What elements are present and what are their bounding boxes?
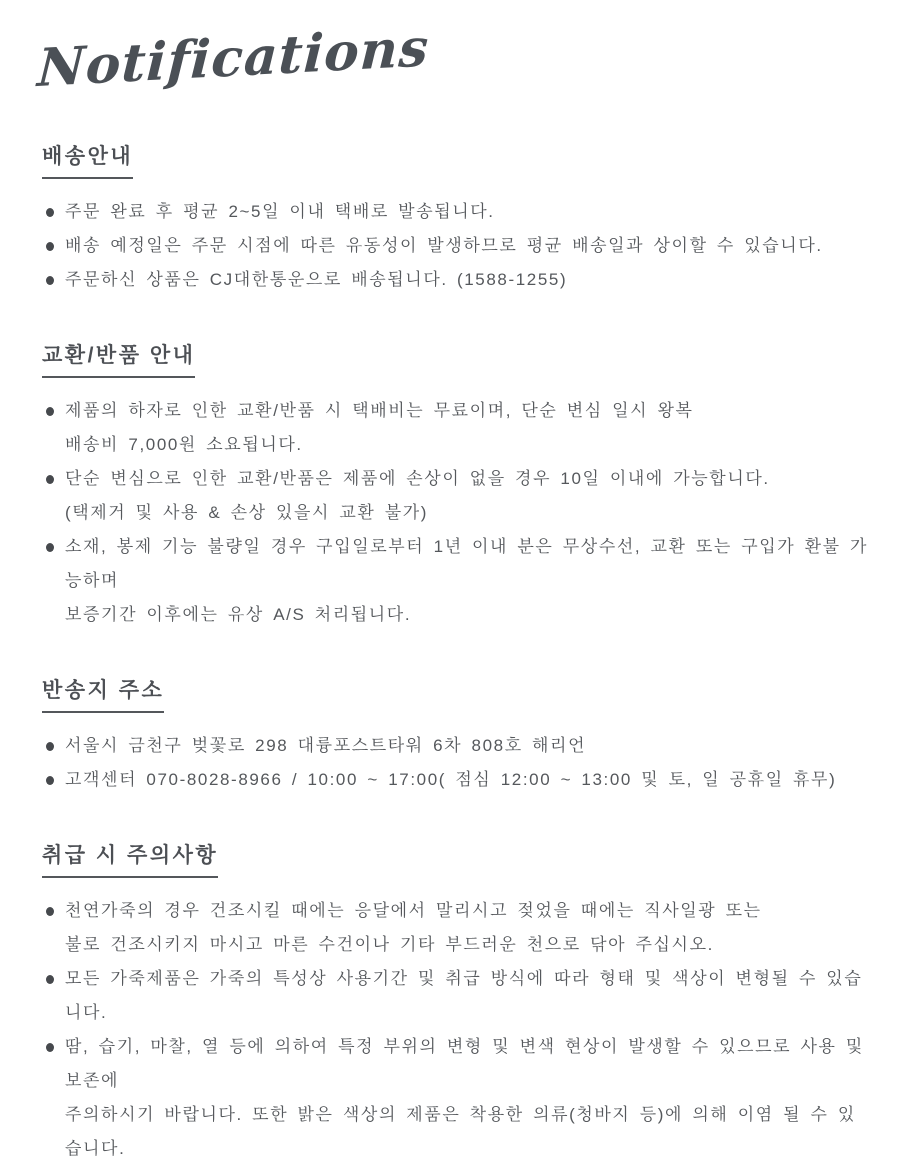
list-item-text	[65, 195, 495, 229]
bullet-icon	[46, 407, 54, 416]
list-item-text	[65, 1030, 872, 1166]
list-item	[46, 195, 872, 229]
list-item-text	[65, 763, 836, 797]
list-item	[46, 394, 872, 462]
section-heading-exchange-return: 교환/반품 안내	[42, 339, 195, 378]
notice-line: 주의하시기 바랍니다. 또한 밝은 색상의 제품은 착용한 의류(청바지 등)에 의해 이염 될 수 있습니다.	[65, 1105, 856, 1158]
list-item	[46, 1030, 872, 1166]
list-item-text	[65, 729, 586, 763]
notice-line: 보증기간 이후에는 유상 A/S 처리됩니다.	[65, 605, 412, 624]
bullet-icon	[46, 975, 54, 984]
notice-line: 주문 완료 후 평균 2~5일 이내 택배로 발송됩니다.	[65, 202, 495, 221]
section-exchange-return-info	[36, 339, 872, 632]
notice-line: 소재, 봉제 기능 불량일 경우 구입일로부터 1년 이내 분은 무상수선, 교환 또는 구입가 환불 가능하며	[65, 537, 869, 590]
notice-line: (택제거 및 사용 & 손상 있을시 교환 불가)	[65, 503, 429, 522]
bullet-icon	[46, 242, 54, 251]
list-item-text	[65, 462, 770, 530]
list-item	[46, 763, 872, 797]
list-item	[46, 263, 872, 297]
bullet-icon	[46, 1043, 54, 1052]
list-item	[46, 530, 872, 632]
section-handling-precautions	[36, 839, 872, 1166]
list-item	[46, 229, 872, 263]
notifications-script-logo: Notifications	[35, 17, 431, 100]
list-item-text	[65, 229, 823, 263]
list-item-text	[65, 263, 567, 297]
notice-line: 서울시 금천구 벚꽃로 298 대륭포스트타워 6차 808호 해리언	[65, 736, 587, 755]
section-heading-shipping: 배송안내	[42, 140, 133, 179]
notice-line: 주문하신 상품은 CJ대한통운으로 배송됩니다. (1588-1255)	[65, 270, 568, 289]
notice-line: 배송비 7,000원 소요됩니다.	[65, 435, 303, 454]
bullet-icon	[46, 742, 54, 751]
bullet-icon	[46, 543, 54, 552]
logo-wrap	[35, 17, 872, 122]
section-heading-return-address: 반송지 주소	[42, 674, 164, 713]
return-address-notice-list	[36, 729, 872, 797]
bullet-icon	[46, 276, 54, 285]
section-return-address	[36, 674, 872, 797]
notice-line: 땀, 습기, 마찰, 열 등에 의하여 특정 부위의 변형 및 변색 현상이 발생할 수 있으므로 사용 및 보존에	[65, 1037, 864, 1090]
notice-line: 배송 예정일은 주문 시점에 따른 유동성이 발생하므로 평균 배송일과 상이할 수 있습니다.	[65, 236, 823, 255]
bullet-icon	[46, 776, 54, 785]
list-item-text	[65, 394, 694, 462]
list-item-text	[65, 530, 872, 632]
exchange-return-notice-list	[36, 394, 872, 632]
bullet-icon	[46, 907, 54, 916]
notice-line: 불로 건조시키지 마시고 마른 수건이나 기타 부드러운 천으로 닦아 주십시오.	[65, 935, 714, 954]
section-shipping-info	[36, 140, 872, 297]
section-heading-handling-precautions: 취급 시 주의사항	[42, 839, 218, 878]
notice-line: 천연가죽의 경우 건조시킬 때에는 응달에서 말리시고 젖었을 때에는 직사일광 또는	[65, 901, 762, 920]
notice-line: 단순 변심으로 인한 교환/반품은 제품에 손상이 없을 경우 10일 이내에 가능합니다.	[65, 469, 770, 488]
bullet-icon	[46, 475, 54, 484]
shipping-notice-list	[36, 195, 872, 297]
list-item	[46, 894, 872, 962]
list-item-text	[65, 894, 762, 962]
list-item	[46, 729, 872, 763]
handling-precautions-notice-list	[36, 894, 872, 1166]
list-item	[46, 462, 872, 530]
notice-line: 모든 가죽제품은 가죽의 특성상 사용기간 및 취급 방식에 따라 형태 및 색상이 변형될 수 있습니다.	[65, 969, 863, 1022]
bullet-icon	[46, 208, 54, 217]
notice-line: 고객센터 070-8028-8966 / 10:00 ~ 17:00( 점심 12:00 ~ 13:00 및 토, 일 공휴일 휴무)	[65, 770, 837, 789]
notice-line: 제품의 하자로 인한 교환/반품 시 택배비는 무료이며, 단순 변심 일시 왕복	[65, 401, 694, 420]
